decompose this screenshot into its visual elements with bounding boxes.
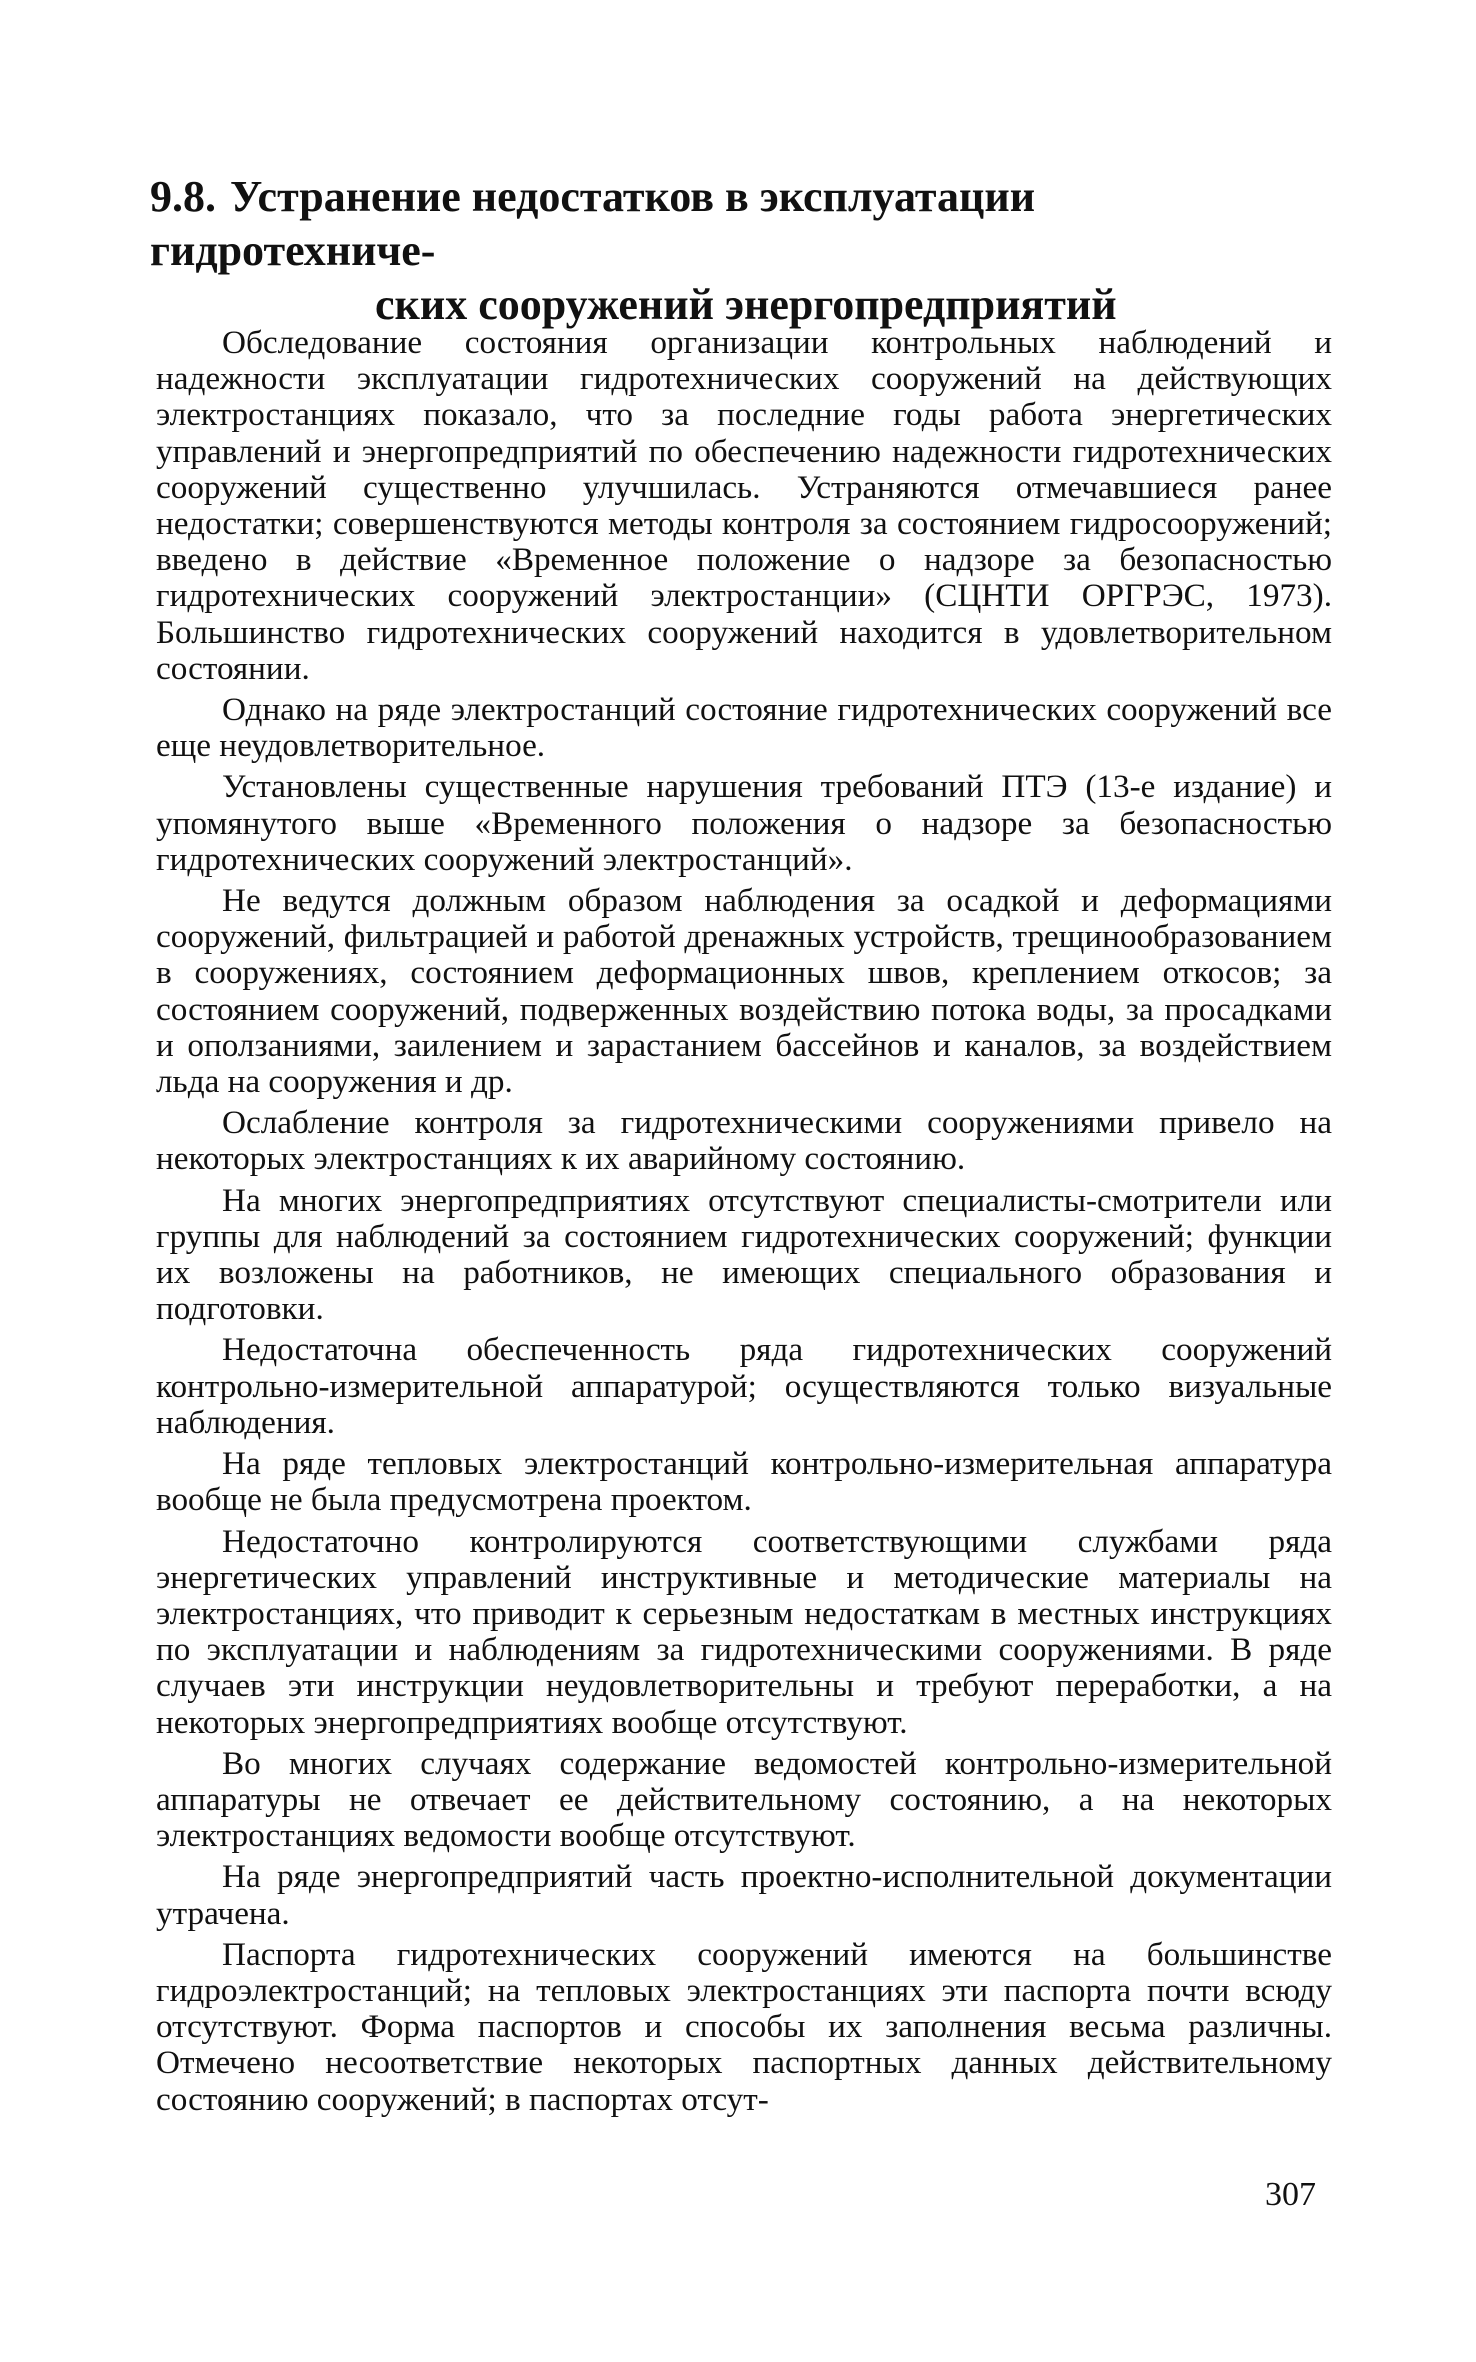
- section-heading: [150, 170, 1330, 332]
- section-number: 9.8.: [150, 172, 216, 221]
- paragraph: Установлены существенные нарушения требований ПТЭ (13-е издание) и упомянутого выше «Временного положения о надзоре за безопасностью гидротехнических сооружений электростанций».: [156, 768, 1332, 878]
- paragraph: Недостаточно контролируются соответствующими службами ряда энергетических управлений инструктивные и методические материалы на электростанциях, что приводит к серьезным недостаткам в местных инструкциях по эксплуатации и наблюдениям за гидротехническими сооружениями. В ряде случаев эти инструкции неудовлетворительны и требуют переработки, а на некоторых энергопредприятиях вообще отсутствуют.: [156, 1522, 1332, 1741]
- body-text: [156, 325, 1332, 2123]
- paragraph: Не ведутся должным образом наблюдения за осадкой и деформациями сооружений, фильтрацией и работой дренажных устройств, трещинообразованием в сооружениях, состоянием деформационных швов, креплением откосов; за состоянием сооружений, подверженных воздействию потока воды, за просадками и оползаниями, заилением и зарастанием бассейнов и каналов, за воздействием льда на сооружения и др.: [156, 882, 1332, 1101]
- paragraph: Однако на ряде электростанций состояние гидротехнических сооружений все еще неудовлетворительное.: [156, 691, 1332, 765]
- section-title-line-2: ских сооружений энергопредприятий: [375, 280, 1117, 329]
- paragraph: На многих энергопредприятиях отсутствуют специалисты-смотрители или группы для наблюдений за состоянием гидротехнических сооружений; функции их возложены на работников, не имеющих специального образования и подготовки.: [156, 1181, 1332, 1328]
- paragraph: Во многих случаях содержание ведомостей контрольно-измерительной аппаратуры не отвечает ее действительному состоянию, а на некоторых электростанциях ведомости вообще отсутствуют.: [156, 1744, 1332, 1855]
- page-number: 307: [1265, 2176, 1316, 2213]
- paragraph: Недостаточна обеспеченность ряда гидротехнических сооружений контрольно-измерительной аппаратурой; осуществляются только визуальные наблюдения.: [156, 1331, 1332, 1441]
- paragraph: Паспорта гидротехнических сооружений имеются на большинстве гидроэлектростанций; на тепловых электростанциях эти паспорта почти всюду отсутствуют. Форма паспортов и способы их заполнения весьма различны. Отмечено несоответствие некоторых паспортных данных действительному состоянию сооружений; в паспортах отсут-: [156, 1935, 1332, 2118]
- paragraph: На ряде энергопредприятий часть проектно-исполнительной документации утрачена.: [156, 1858, 1332, 1932]
- paragraph: Ослабление контроля за гидротехническими сооружениями привело на некоторых электростанциях к их аварийному состоянию.: [156, 1104, 1332, 1178]
- paragraph: На ряде тепловых электростанций контрольно-измерительная аппаратура вообще не была предусмотрена проектом.: [156, 1445, 1332, 1519]
- paragraph: Обследование состояния организации контрольных наблюдений и надежности эксплуатации гидротехнических сооружений на действующих электростанциях показало, что за последние годы работа энергетических управлений и энергопредприятий по обеспечению надежности гидротехнических сооружений существенно улучшилась. Устраняются отмечавшиеся ранее недостатки; совершенствуются методы контроля за состоянием гидросооружений; введено в действие «Временное положение о надзоре за безопасностью гидротехнических сооружений электростанции» (СЦНТИ ОРГРЭС, 1973). Большинство гидротехнических сооружений находится в удовлетворительном состоянии.: [156, 324, 1332, 687]
- section-title-line-1: Устранение недостатков в эксплуатации гидротехниче-: [150, 172, 1036, 275]
